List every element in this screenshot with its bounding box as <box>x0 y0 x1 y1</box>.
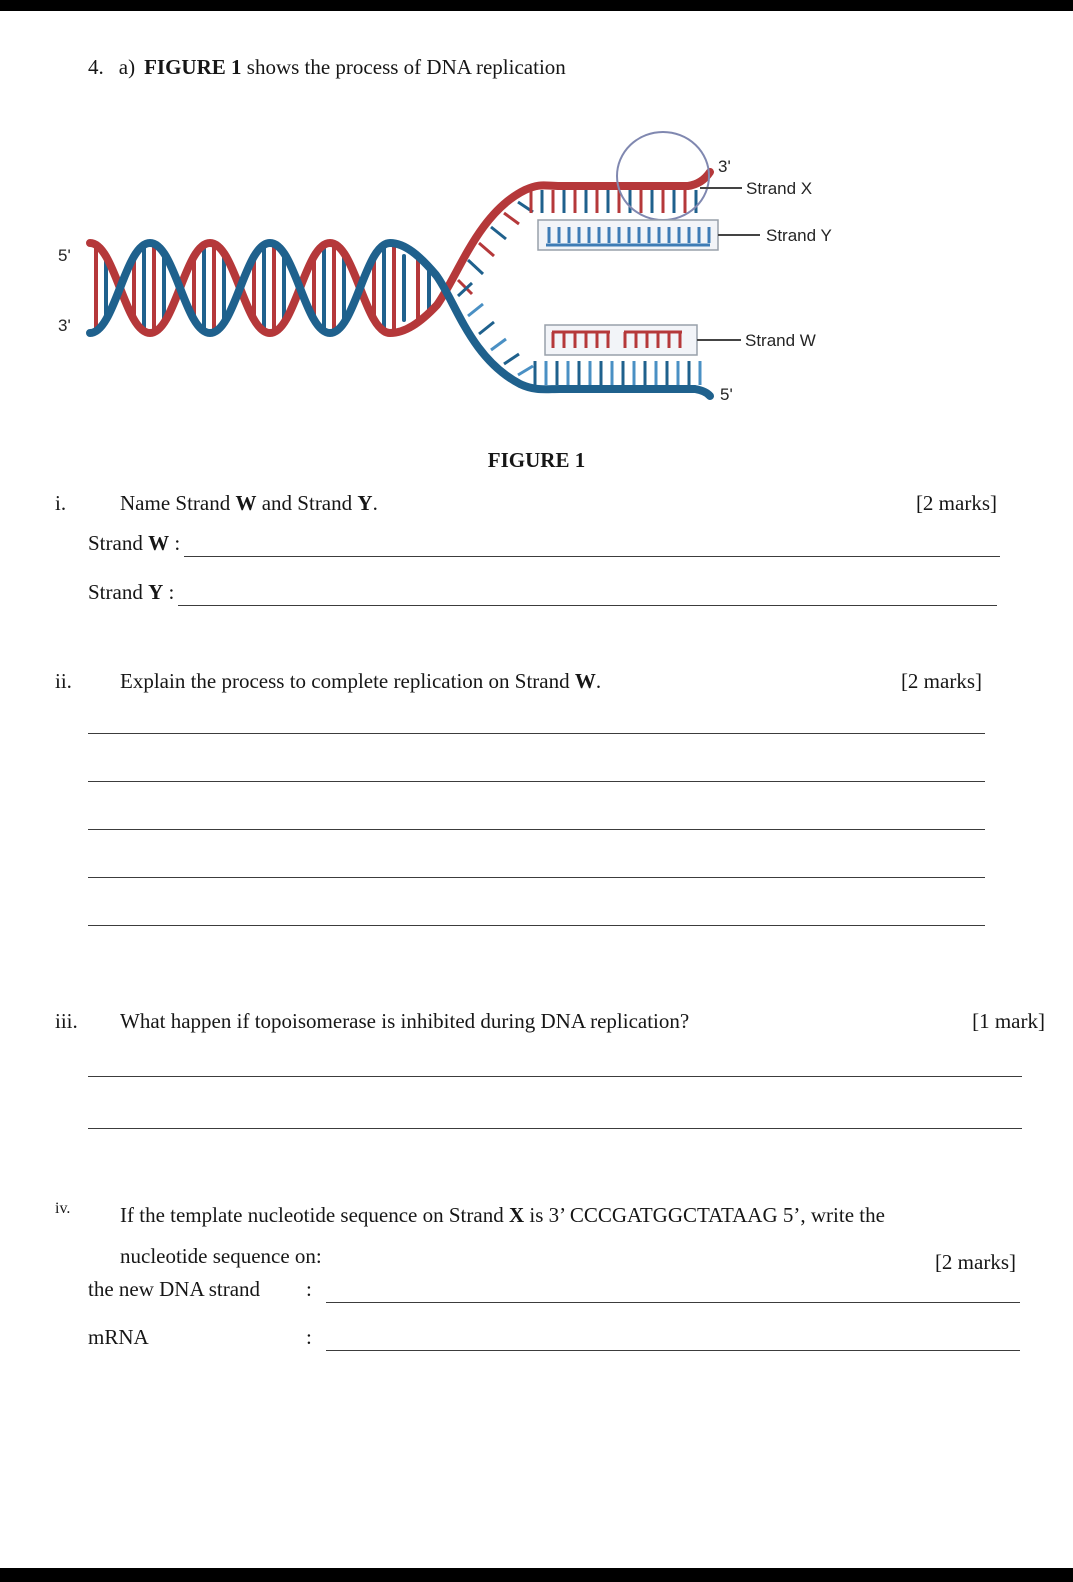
question-iii-marks: [1 mark] <box>972 1009 1045 1033</box>
label-three-prime-left: 3' <box>58 316 71 335</box>
answer-line <box>88 877 985 878</box>
question-i <box>55 490 997 517</box>
strand-y-box <box>538 220 718 250</box>
strand-y-answer-field <box>88 579 997 606</box>
mrna-label: mRNA <box>88 1325 149 1349</box>
answer-line <box>88 829 985 830</box>
question-iv-line2: nucleotide sequence on: <box>120 1244 322 1268</box>
question-ii-number: ii. <box>55 669 72 693</box>
answer-line <box>326 1340 1020 1351</box>
question-iv-line1: If the template nucleotide sequence on Strand X is 3’ CCCGATGGCTATAAG 5’, write the <box>120 1203 885 1227</box>
question-iv-text <box>120 1195 1016 1277</box>
question-iii-number: iii. <box>55 1009 78 1033</box>
heading-text: shows the process of DNA replication <box>241 55 566 79</box>
answer-line <box>88 733 985 734</box>
heading-figure-ref: FIGURE 1 <box>144 55 242 79</box>
label-five-prime-bottom: 5' <box>720 385 733 404</box>
strand-y-field-label: Strand Y : <box>88 580 175 604</box>
top-scan-bar <box>0 0 1073 11</box>
new-dna-strand-colon: : <box>306 1277 312 1301</box>
dna-figure-svg <box>0 108 1073 458</box>
new-dna-strand-field <box>88 1276 1020 1303</box>
red-strand <box>90 172 710 333</box>
question-ii-marks: [2 marks] <box>900 669 982 693</box>
question-number: 4. <box>88 55 104 79</box>
answer-line <box>88 1128 1022 1129</box>
dna-replication-figure <box>0 108 1073 458</box>
strand-w-field-label: Strand W : <box>88 531 181 555</box>
answer-line <box>88 925 985 926</box>
label-three-prime-top: 3' <box>718 157 731 176</box>
label-strand-w: Strand W <box>745 331 816 350</box>
strand-w-box <box>545 325 697 355</box>
answer-line <box>326 1292 1020 1303</box>
bottom-scan-bar <box>0 1568 1073 1582</box>
question-ii <box>55 668 982 695</box>
label-strand-x: Strand X <box>746 179 813 198</box>
question-ii-text: Explain the process to complete replication on Strand W. <box>120 669 602 693</box>
question-heading <box>88 55 566 80</box>
figure-caption: FIGURE 1 <box>487 448 586 472</box>
mrna-colon: : <box>306 1325 312 1349</box>
answer-line <box>178 595 997 606</box>
question-iii-text: What happen if topoisomerase is inhibited during DNA replication? <box>120 1009 690 1033</box>
dna-helix-rungs <box>96 245 429 331</box>
label-five-prime-left: 5' <box>58 246 71 265</box>
question-i-marks: [2 marks] <box>915 491 997 515</box>
question-iv <box>55 1195 1016 1281</box>
question-iv-number: iv. <box>55 1200 71 1217</box>
new-dna-strand-label: the new DNA strand <box>88 1277 261 1301</box>
strand-w-answer-field <box>88 530 1000 557</box>
mrna-field <box>88 1324 1020 1351</box>
question-iv-marks: [2 marks] <box>934 1250 1016 1274</box>
question-i-text: Name Strand W and Strand Y. <box>120 491 378 515</box>
question-subpart: a) <box>118 55 136 79</box>
answer-line <box>88 781 985 782</box>
question-i-number: i. <box>55 491 67 515</box>
answer-line <box>88 1076 1022 1077</box>
question-iii <box>55 1008 1045 1035</box>
label-strand-y: Strand Y <box>766 226 832 245</box>
blue-strand <box>90 243 710 396</box>
answer-line <box>184 546 1000 557</box>
